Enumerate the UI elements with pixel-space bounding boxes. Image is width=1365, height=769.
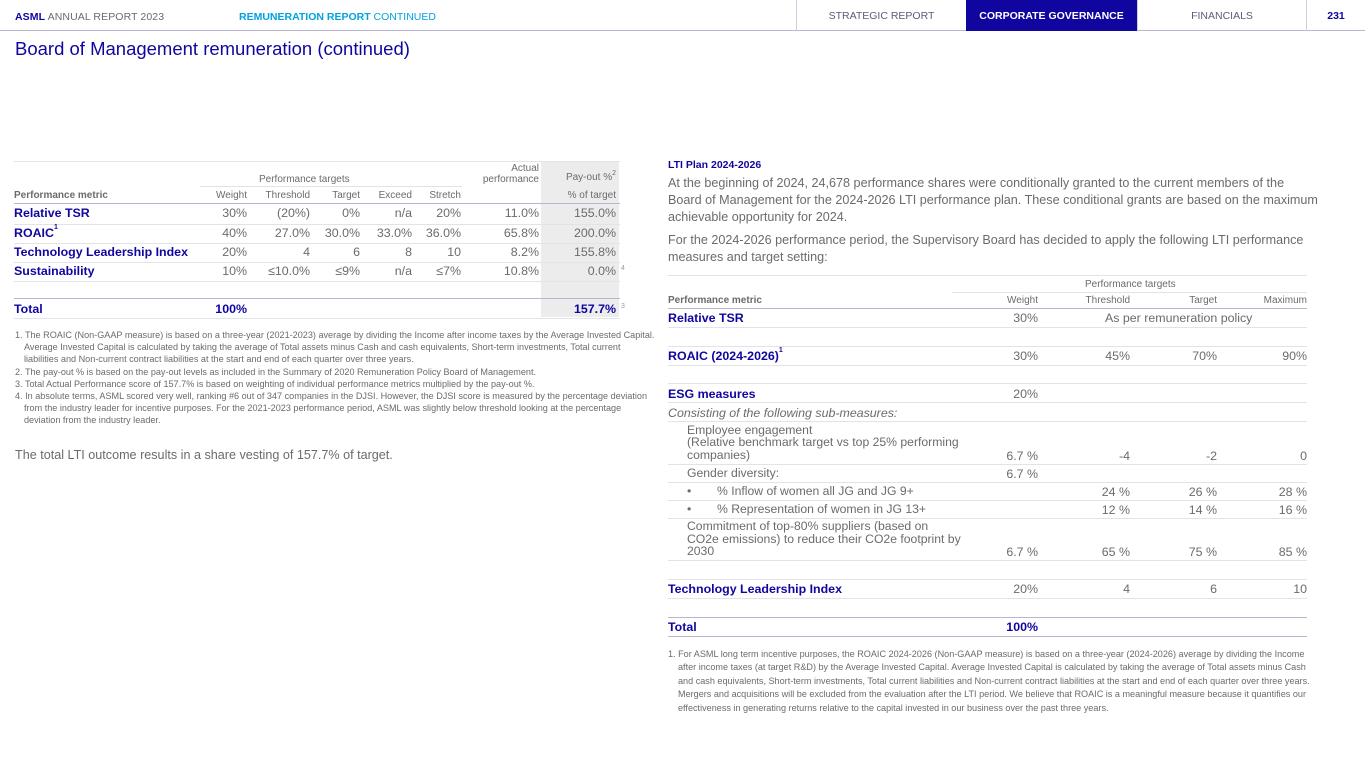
col-threshold: Threshold <box>1085 295 1130 306</box>
submeasure-line: 2030 <box>687 544 715 558</box>
stretch-value: ≤7% <box>436 264 461 278</box>
col-threshold: Threshold <box>265 190 310 201</box>
weight-value: 6.7 % <box>1006 467 1038 481</box>
weight-value: 20% <box>1013 582 1038 596</box>
metric-name <box>14 226 58 240</box>
bullet-icon: • <box>687 502 692 516</box>
actual-value: 10.8% <box>503 264 539 278</box>
footnote-ref: 2 <box>612 170 616 177</box>
group-header-rule <box>952 292 1307 293</box>
col-weight: Weight <box>216 190 247 201</box>
row-rule <box>668 421 1307 422</box>
row-rule <box>668 482 1307 483</box>
tab-corporate-governance[interactable]: CORPORATE GOVERNANCE <box>966 0 1137 31</box>
table-top-rule <box>668 275 1307 276</box>
row-rule <box>668 365 1307 366</box>
brand-report-label: ANNUAL REPORT 2023 <box>45 11 165 23</box>
target-value: 30.0% <box>324 226 360 240</box>
row-rule <box>668 402 1307 403</box>
col-exceed: Exceed <box>378 190 412 201</box>
stretch-value: 10 <box>447 245 461 259</box>
maximum-value: 28 % <box>1278 485 1307 499</box>
weight-value: 30% <box>1013 311 1038 325</box>
brand-name: ASML <box>15 11 46 23</box>
group-header-rule <box>200 186 462 187</box>
col-stretch: Stretch <box>429 190 461 201</box>
tab-financials[interactable]: FINANCIALS <box>1137 0 1306 31</box>
threshold-value: ≤10.0% <box>268 264 310 278</box>
lti-outcome-text: The total LTI outcome results in a share vesting of 157.7% of target. <box>15 448 393 462</box>
weight-value: 30% <box>1013 349 1038 363</box>
footnote-1: 1. The ROAIC (Non-GAAP measure) is based on a three-year (2021-2023) average by dividing the Income after income taxes by the Average Invested Capital. Average Invested Capital is calculated by taking the average of Total assets minus Cash and cash equivalents, Short-term investments, Total current liabilities and Non-current contract liabilities at the start and end of each quarter over three years. <box>15 330 655 365</box>
payout-header-label: Pay-out % <box>565 172 613 183</box>
bullet-icon: • <box>687 484 692 498</box>
performance-targets-header: Performance targets <box>1085 279 1176 290</box>
payout-header <box>546 172 616 183</box>
left-footnotes <box>15 329 655 427</box>
row-rule <box>14 262 620 263</box>
target-value: ≤9% <box>335 264 360 278</box>
row-rule <box>668 579 1307 580</box>
weight-value: 6.7 % <box>1006 449 1038 463</box>
top-navigation-bar <box>0 0 1365 31</box>
lti-footnote-1: 1. For ASML long term incentive purposes, the ROAIC 2024-2026 (Non-GAAP measure) is based on a three-year (2024-2026) average by dividing the Income after income taxes (at target R&D) by the Average Invested Capital. Average Invested Capital is calculated by taking the average of Total assets minus Cash and cash equivalents, Short-term investments, Total current liabilities and Non-current contract liabilities at the start and end of each quarter over three years. Mergers and acquisitions will be excluded from the evaluation after the LTI period. We believe that ROAIC is a meaningful measure because it quantifies our effectiveness in generating returns relative to the capital invested in our business over the past three years. <box>668 649 1310 713</box>
footnote-ref: 4 <box>621 265 625 272</box>
table-group-header-row <box>14 164 620 188</box>
threshold-value: 4 <box>1123 582 1130 596</box>
col-maximum: Maximum <box>1263 295 1307 306</box>
col-performance-metric: Performance metric <box>14 190 108 201</box>
performance-targets-header: Performance targets <box>259 174 350 185</box>
threshold-value: 4 <box>303 245 310 259</box>
section-name: REMUNERATION REPORT <box>239 11 371 23</box>
table-top-rule <box>14 161 620 162</box>
total-weight: 100% <box>215 302 247 316</box>
row-rule <box>668 598 1307 599</box>
target-value: 0% <box>342 206 360 220</box>
threshold-value: 27.0% <box>274 226 310 240</box>
submeasure-line: CO2e emissions) to reduce their CO2e footprint by <box>687 532 961 546</box>
section-breadcrumb[interactable] <box>239 11 436 23</box>
weight-value: 6.7 % <box>1006 545 1038 559</box>
target-value: 70% <box>1192 349 1217 363</box>
target-value: 6 <box>353 245 360 259</box>
total-label: Total <box>668 620 697 634</box>
report-brand[interactable] <box>15 11 164 23</box>
table-row-supplier-commitment <box>668 520 1307 560</box>
weight-value: 20% <box>222 245 247 259</box>
submeasure-label: % Inflow of women all JG and JG 9+ <box>717 484 914 498</box>
payout-value: 155.8% <box>573 245 616 259</box>
table-row-employee-engagement <box>668 424 1307 464</box>
submeasure-line: (Relative benchmark target vs top 25% performing <box>687 435 959 449</box>
threshold-value: 65 % <box>1101 545 1130 559</box>
header-rule <box>668 308 1307 309</box>
total-label: Total <box>14 302 43 316</box>
payout-value: 0.0% <box>587 264 616 278</box>
footnote-4: 4. In absolute terms, ASML scored very well, ranking #6 out of 347 companies in the DJSI. However, the DJSI score is measured by the percentage deviation from the industry leader for incentive purposes. For the 2021-2023 performance period, ASML was slightly below threshold looking at the percentage deviation from the industry leader. <box>15 391 648 426</box>
metric-name: Technology Leadership Index <box>14 245 188 259</box>
submeasure-line: Employee engagement <box>687 423 813 437</box>
actual-value: 65.8% <box>503 226 539 240</box>
total-top-rule <box>14 298 620 299</box>
exceed-value: n/a <box>394 206 412 220</box>
weight-value: 40% <box>222 226 247 240</box>
threshold-value: 24 % <box>1101 485 1130 499</box>
exceed-value: n/a <box>394 264 412 278</box>
metric-name <box>668 349 783 363</box>
table-bottom-rule <box>14 318 620 319</box>
target-value: 6 <box>1210 582 1217 596</box>
row-rule <box>668 383 1307 384</box>
threshold-value: -4 <box>1118 449 1130 463</box>
threshold-value: (20%) <box>276 206 310 220</box>
esg-subtitle: Consisting of the following sub-measures: <box>668 406 898 420</box>
metric-name: Relative TSR <box>14 206 90 220</box>
maximum-value: 85 % <box>1278 545 1307 559</box>
page-number: 231 <box>1306 0 1365 31</box>
actual-value: 11.0% <box>504 206 539 220</box>
tab-strategic-report[interactable]: STRATEGIC REPORT <box>796 0 966 31</box>
target-value: 26 % <box>1188 485 1217 499</box>
targets-span-text: As per remuneration policy <box>1105 311 1253 325</box>
total-weight: 100% <box>1006 620 1038 634</box>
maximum-value: 16 % <box>1278 503 1307 517</box>
lti-paragraph-1: At the beginning of 2024, 24,678 performance shares were conditionally granted to the current members of the Board of Management for the 2024-2026 LTI performance plan. These conditional grants are based on the maximum achievable opportunity for 2024. <box>668 176 1318 224</box>
target-value: 75 % <box>1188 545 1217 559</box>
col-weight: Weight <box>1007 295 1038 306</box>
header-rule <box>14 203 620 204</box>
weight-value: 30% <box>222 206 247 220</box>
footnote-ref: 3 <box>621 303 625 310</box>
row-rule <box>14 243 620 244</box>
payout-value: 155.0% <box>573 206 616 220</box>
weight-value: 20% <box>1013 387 1038 401</box>
target-value: 14 % <box>1188 503 1217 517</box>
exceed-value: 8 <box>405 245 412 259</box>
row-rule <box>14 224 620 225</box>
metric-name: Relative TSR <box>668 311 744 325</box>
maximum-value: 0 <box>1300 449 1307 463</box>
payout-value: 200.0% <box>573 226 616 240</box>
table-row <box>14 206 620 225</box>
lti-plan-title: LTI Plan 2024-2026 <box>668 159 762 171</box>
row-rule <box>668 464 1307 465</box>
col-target: Target <box>332 190 360 201</box>
page-title: Board of Management remuneration (continued) <box>15 38 410 59</box>
footnote-ref: 1 <box>778 347 783 354</box>
metric-name: Sustainability <box>14 264 95 278</box>
maximum-value: 90% <box>1282 349 1307 363</box>
threshold-value: 45% <box>1105 349 1130 363</box>
exceed-value: 33.0% <box>376 226 412 240</box>
row-rule <box>668 327 1307 328</box>
actual-performance-header: Actual performance <box>482 163 539 185</box>
col-payout-percent-of-target: % of target <box>567 190 616 201</box>
total-payout: 157.7% <box>573 302 616 316</box>
col-target: Target <box>1189 295 1217 306</box>
row-rule <box>668 560 1307 561</box>
footnote-2: 2. The pay-out % is based on the pay-out levels as included in the Summary of 2020 Remuneration Policy Board of Management. <box>15 366 536 377</box>
table-bottom-rule <box>668 636 1307 637</box>
row-rule <box>668 346 1307 347</box>
stretch-value: 20% <box>436 206 461 220</box>
metric-name: ESG measures <box>668 387 756 401</box>
metric-label: ROAIC (2024-2026) <box>668 349 779 363</box>
section-continued: CONTINUED <box>370 11 436 23</box>
metric-name: Technology Leadership Index <box>668 582 842 596</box>
footnote-3: 3. Total Actual Performance score of 157.7% is based on weighting of individual performance metrics multiplied by the pay-out %. <box>15 378 535 389</box>
col-performance-metric: Performance metric <box>668 295 762 306</box>
submeasure-line: Commitment of top-80% suppliers (based on <box>687 519 929 533</box>
threshold-value: 12 % <box>1101 503 1130 517</box>
footnote-ref: 1 <box>53 224 58 231</box>
submeasure-label: % Representation of women in JG 13+ <box>717 502 926 516</box>
actual-value: 8.2% <box>510 245 539 259</box>
maximum-value: 10 <box>1293 582 1307 596</box>
submeasure-label: Gender diversity: <box>687 466 780 480</box>
metric-label: ROAIC <box>14 226 54 240</box>
row-rule <box>668 500 1307 501</box>
lti-paragraph-2: For the 2024-2026 performance period, the Supervisory Board has decided to apply the following LTI performance measures and target setting: <box>668 233 1304 264</box>
row-rule <box>14 281 620 282</box>
weight-value: 10% <box>222 264 247 278</box>
stretch-value: 36.0% <box>425 226 461 240</box>
submeasure-line: companies) <box>687 448 750 462</box>
target-value: -2 <box>1205 449 1217 463</box>
total-top-rule <box>668 617 1307 618</box>
